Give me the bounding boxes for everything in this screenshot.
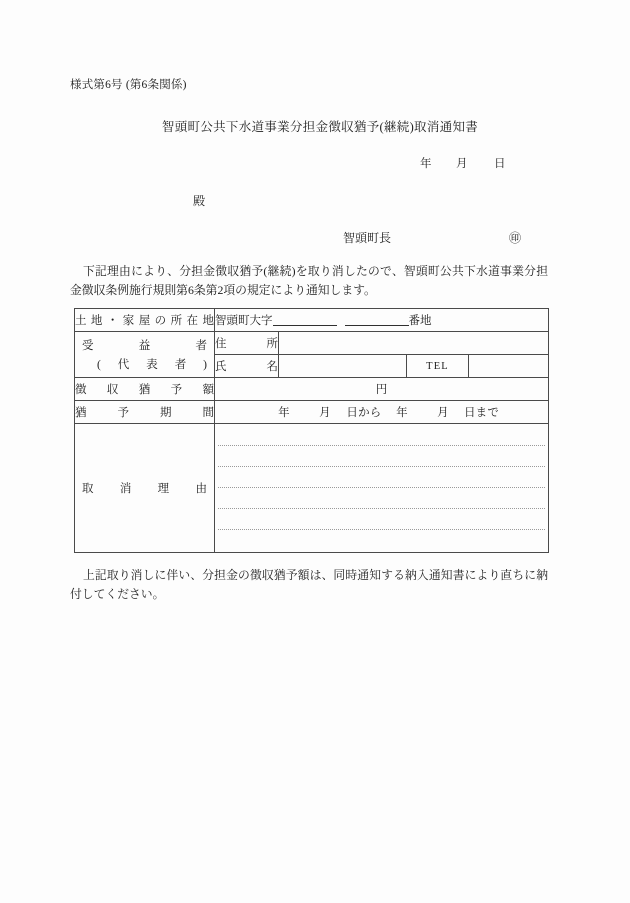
period-start-day: 日から <box>346 407 382 419</box>
tel-value-cell[interactable] <box>469 355 549 378</box>
deferral-period-label: 猶予期間 <box>75 401 215 424</box>
table-row-deferral-period <box>75 401 549 424</box>
location-prefix: 智頭町大字 <box>215 315 273 327</box>
issue-date-line <box>420 155 506 171</box>
period-end-year: 年 <box>396 407 408 419</box>
period-start-month: 月 <box>319 407 331 419</box>
deferred-amount-value-cell[interactable] <box>215 378 549 401</box>
location-blank-oaza[interactable] <box>273 314 337 326</box>
reason-rule-line <box>218 466 545 467</box>
document-title: 智頭町公共下水道事業分担金徴収猶予(継続)取消通知書 <box>161 120 479 134</box>
period-start-year: 年 <box>278 407 290 419</box>
reason-rule-line <box>218 508 545 509</box>
location-value-cell[interactable] <box>215 309 549 332</box>
location-blank-banchi[interactable] <box>345 314 409 326</box>
deferred-amount-unit: 円 <box>375 384 388 396</box>
table-row-location <box>75 309 549 332</box>
date-day-label: 日 <box>494 158 506 170</box>
location-label: 土地・家屋の所在地 <box>75 309 215 332</box>
address-label: 住所 <box>215 332 279 355</box>
reason-rule-line <box>218 529 545 530</box>
cancellation-reason-value-cell[interactable] <box>215 424 549 553</box>
deferred-amount-label: 徴収猶予額 <box>75 378 215 401</box>
period-end-month: 月 <box>437 407 449 419</box>
issuer-name: 智頭町長 <box>343 231 392 245</box>
beneficiary-label-line1: 受益者 <box>82 340 207 352</box>
cancellation-reason-label-text: 取消理由 <box>82 483 207 495</box>
reason-rule-line <box>218 445 545 446</box>
form-number: 様式第6号 (第6条関係) <box>70 79 187 91</box>
tel-label: TEL <box>407 355 469 378</box>
addressee-honorific: 殿 <box>193 194 206 208</box>
cancellation-reason-label <box>75 424 215 553</box>
issuer-block <box>343 229 521 246</box>
beneficiary-label <box>75 332 215 378</box>
table-row-cancellation-reason <box>75 424 549 553</box>
deferral-period-value-cell[interactable] <box>215 401 549 424</box>
notification-form-table <box>74 308 549 553</box>
closing-paragraph: 上記取り消しに伴い、分担金の徴収猶予額は、同時通知する納入通知書により直ちに納付してください。 <box>70 568 548 601</box>
date-year-label: 年 <box>420 158 432 170</box>
reason-rule-line <box>218 487 545 488</box>
date-month-label: 月 <box>456 158 468 170</box>
beneficiary-label-line2: (代表者) <box>97 359 207 371</box>
name-value-cell[interactable] <box>279 355 407 378</box>
seal-icon: ㊞ <box>509 231 522 245</box>
location-suffix: 番地 <box>408 315 432 327</box>
table-row-beneficiary-address <box>75 332 549 355</box>
period-end-day: 日まで <box>463 407 500 419</box>
address-value-cell[interactable] <box>279 332 549 355</box>
table-row-deferred-amount <box>75 378 549 401</box>
name-label: 氏名 <box>215 355 279 378</box>
intro-paragraph: 下記理由により、分担金徴収猶予(継続)を取り消したので、智頭町公共下水道事業分担金徴収条例施行規則第6条第2項の規定により通知します。 <box>70 264 548 297</box>
reason-writing-lines <box>215 424 548 552</box>
